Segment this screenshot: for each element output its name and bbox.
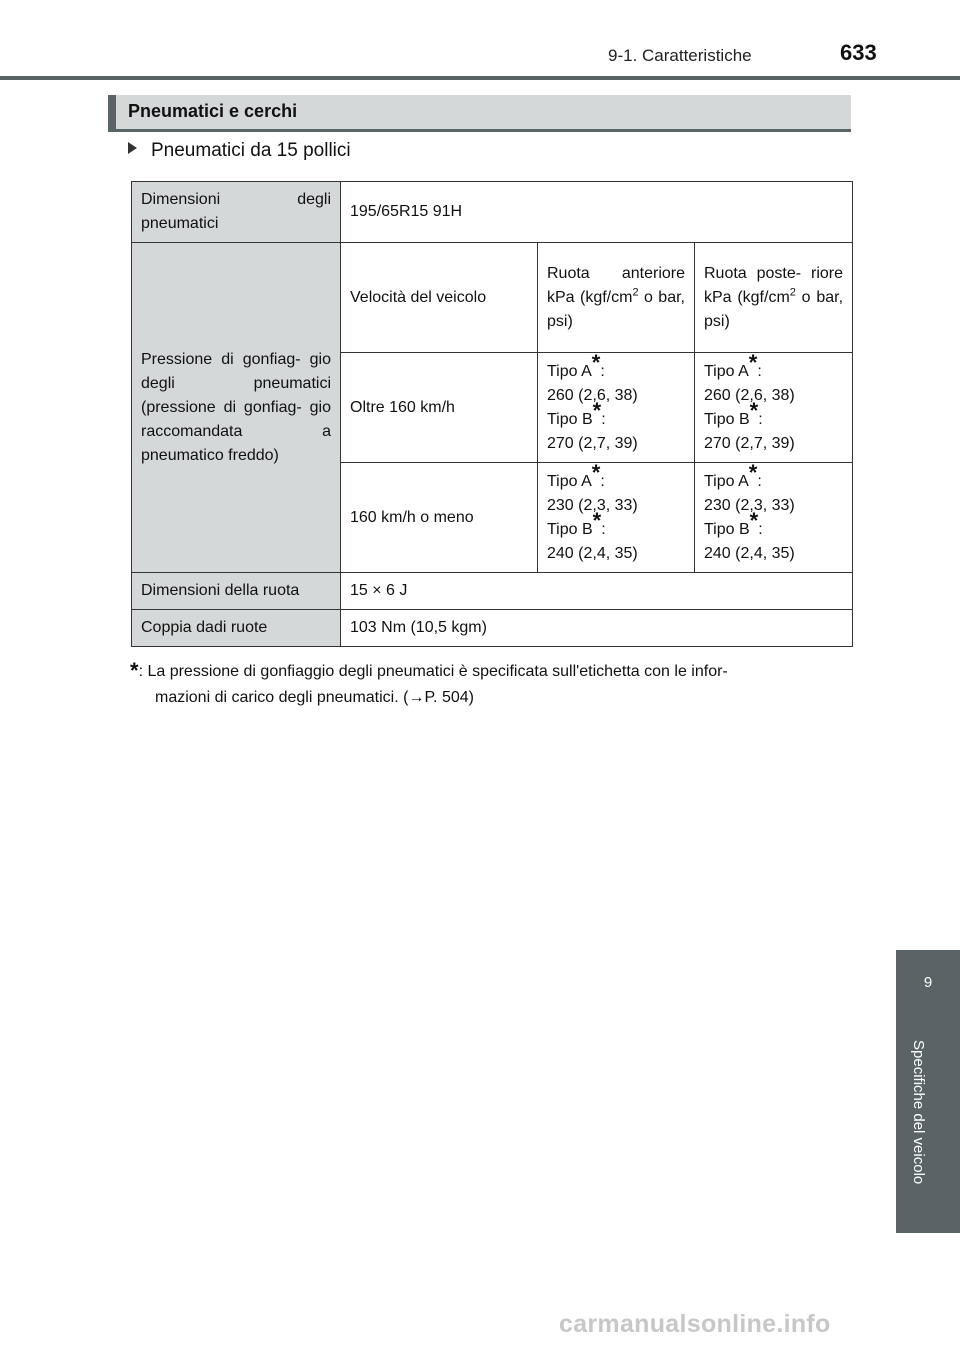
footnote-marker: * bbox=[130, 658, 139, 683]
low-speed-rear-pressure: Tipo A*: 230 (2,3, 33) Tipo B*: 240 (2,4, 35) bbox=[695, 463, 853, 573]
high-speed-rear-pressure: Tipo A*: 260 (2,6, 38) Tipo B*: 270 (2,7, 39) bbox=[695, 353, 853, 463]
tire-size-label: Dimensioni degli pneumatici bbox=[132, 182, 341, 243]
low-speed-front-pressure: Tipo A*: 230 (2,3, 33) Tipo B*: 240 (2,4, 35) bbox=[538, 463, 695, 573]
footnote-line-2: mazioni di carico degli pneumatici. (→P. 504) bbox=[155, 689, 474, 706]
subheading bbox=[128, 140, 351, 162]
chapter-number: 9 bbox=[923, 974, 933, 991]
wheel-nut-torque-value: 103 Nm (10,5 kgm) bbox=[341, 610, 853, 647]
header-section-title: 9-1. Caratteristiche bbox=[608, 46, 752, 65]
table-row bbox=[132, 182, 853, 243]
front-wheel-column-header: Ruota anteriore kPa ($kgf/cm^2$ o bar, psi) bbox=[538, 243, 695, 353]
chapter-tab bbox=[896, 950, 960, 1030]
chapter-label: Specifiche del veicolo bbox=[910, 1040, 927, 1185]
table-row bbox=[132, 243, 853, 353]
header-divider bbox=[0, 76, 960, 80]
wheel-size-value: 15 × 6 J bbox=[341, 573, 853, 610]
high-speed-label: Oltre 160 km/h bbox=[341, 353, 538, 463]
low-speed-label: 160 km/h o meno bbox=[341, 463, 538, 573]
table-row bbox=[132, 610, 853, 647]
speed-column-header: Velocità del veicolo bbox=[341, 243, 538, 353]
table-row bbox=[132, 573, 853, 610]
tire-spec-table bbox=[131, 181, 853, 647]
footnote bbox=[130, 658, 852, 711]
footnote-line-1: : La pressione di gonfiaggio degli pneumatici è specificata sull'etichetta con le infor- bbox=[138, 663, 728, 680]
high-speed-front-pressure: Tipo A*: 260 (2,6, 38) Tipo B*: 270 (2,7, 39) bbox=[538, 353, 695, 463]
subheading-text: Pneumatici da 15 pollici bbox=[151, 140, 351, 161]
wheel-nut-torque-label: Coppia dadi ruote bbox=[132, 610, 341, 647]
pressure-label: Pressione di gonfiag- gio degli pneumatici (pressione di gonfiag- gio raccomandata a pneumatico freddo) bbox=[132, 243, 341, 573]
page-number: 633 bbox=[840, 40, 877, 65]
watermark: carmanualsonline.info bbox=[559, 1310, 831, 1338]
tire-size-value: 195/65R15 91H bbox=[341, 182, 853, 243]
triangle-bullet-icon bbox=[128, 142, 137, 154]
title-accent-bar bbox=[108, 95, 116, 129]
section-title-bar bbox=[108, 95, 851, 132]
section-title: Pneumatici e cerchi bbox=[128, 101, 298, 121]
wheel-size-label: Dimensioni della ruota bbox=[132, 573, 341, 610]
rear-wheel-column-header: Ruota poste- riore kPa ($kgf/cm^2$ o bar, psi) bbox=[695, 243, 853, 353]
